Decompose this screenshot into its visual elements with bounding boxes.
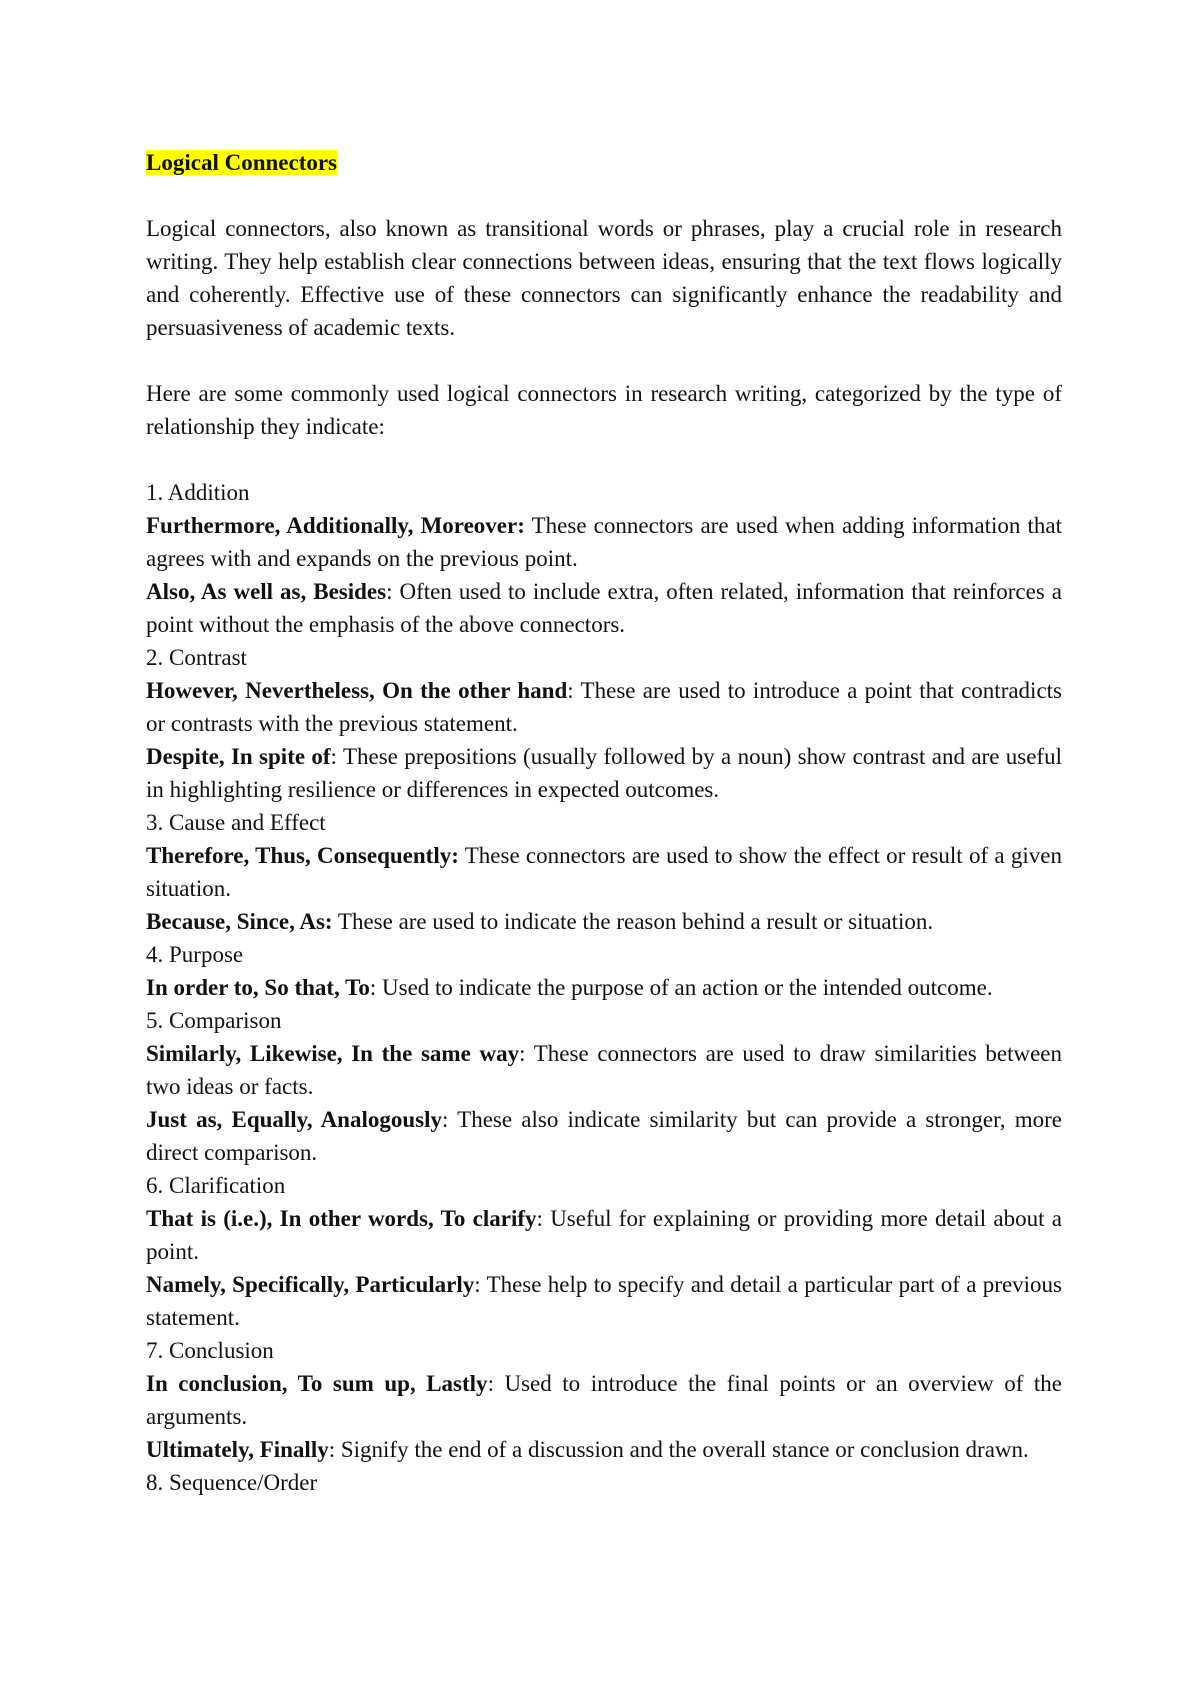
entry-desc: : These prepositions (usually followed by a noun) show contrast and are useful in highlighting resilience or differences in expected outcomes. [146, 744, 1062, 802]
entry-desc: : These also indicate similarity but can provide a stronger, more direct comparison. [146, 1107, 1063, 1165]
section-contrast [146, 641, 1062, 806]
section-purpose [146, 938, 1062, 1004]
entry-term: Similarly, Likewise, In the same way [146, 1041, 520, 1066]
lead-paragraph: Here are some commonly used logical connectors in research writing, categorized by the type of relationship they indicate: [146, 381, 1062, 439]
entry-term: Because, Since, As: [146, 909, 333, 934]
section-cause-and-effect [146, 806, 1062, 938]
entry [146, 971, 1062, 1004]
entry [146, 1367, 1062, 1433]
entry-term: In order to, So that, To [146, 975, 370, 1000]
entry-desc: : These are used to introduce a point that contradicts or contrasts with the previous statement. [146, 678, 1063, 736]
entry [146, 905, 1062, 938]
entry [146, 1433, 1062, 1466]
entry-desc: : These connectors are used to draw similarities between two ideas or facts. [146, 1041, 1062, 1099]
section-heading: 6. Clarification [146, 1173, 286, 1198]
entry [146, 1268, 1062, 1334]
entry-desc: : Used to introduce the final points or an overview of the arguments. [146, 1371, 1062, 1429]
intro-paragraph: Logical connectors, also known as transitional words or phrases, play a crucial role in research writing. They help establish clear connections between ideas, ensuring that the text flows logically and coherently. Effective use of these connectors can significantly enhance the readability and persuasiveness of academic texts. [146, 216, 1062, 340]
section-heading: 1. Addition [146, 480, 250, 505]
entry-term: In conclusion, To sum up, Lastly [146, 1371, 488, 1396]
entry-desc: These are used to indicate the reason behind a result or situation. [332, 909, 934, 934]
document-body [146, 146, 1062, 1499]
entry [146, 1202, 1062, 1268]
entry-desc: These connectors are used to show the effect or result of a given situation. [146, 843, 1062, 901]
entry [146, 1037, 1062, 1103]
entry [146, 839, 1062, 905]
entry [146, 674, 1062, 740]
entry-term: However, Nevertheless, On the other hand [146, 678, 568, 703]
entry-desc: These connectors are used when adding information that agrees with and expands on the previous point. [146, 513, 1063, 571]
section-heading: 2. Contrast [146, 645, 247, 670]
entry-term: Therefore, Thus, Consequently: [146, 843, 459, 868]
section-conclusion [146, 1334, 1062, 1466]
entry [146, 1103, 1062, 1169]
section-addition [146, 476, 1062, 641]
entry-term: Also, As well as, Besides [146, 579, 387, 604]
spacer [146, 443, 1062, 476]
section-comparison [146, 1004, 1062, 1169]
section-heading: 7. Conclusion [146, 1338, 274, 1363]
section-heading: 4. Purpose [146, 942, 244, 967]
document-title: Logical Connectors [146, 150, 338, 175]
entry-desc: : Used to indicate the purpose of an action or the intended outcome. [369, 975, 993, 1000]
title-line [146, 146, 1062, 179]
entry-term: Namely, Specifically, Particularly [146, 1272, 475, 1297]
entry-desc: : Signify the end of a discussion and the overall stance or conclusion drawn. [328, 1437, 1029, 1462]
entry [146, 575, 1062, 641]
entry-term: Despite, In spite of [146, 744, 331, 769]
entry-term: Ultimately, Finally [146, 1437, 329, 1462]
entry-desc: : Often used to include extra, often related, information that reinforces a point without the emphasis of the above connectors. [146, 579, 1062, 637]
spacer [146, 344, 1062, 377]
entry-term: Furthermore, Additionally, Moreover: [146, 513, 525, 538]
section-sequence-order [146, 1466, 1062, 1499]
section-heading: 5. Comparison [146, 1008, 282, 1033]
entry [146, 509, 1062, 575]
section-clarification [146, 1169, 1062, 1334]
entry [146, 740, 1062, 806]
section-heading: 3. Cause and Effect [146, 810, 326, 835]
entry-desc: : These help to specify and detail a particular part of a previous statement. [146, 1272, 1063, 1330]
spacer [146, 179, 1062, 212]
entry-term: That is (i.e.), In other words, To clarify [146, 1206, 537, 1231]
entry-desc: : Useful for explaining or providing more detail about a point. [146, 1206, 1062, 1264]
entry-term: Just as, Equally, Analogously [146, 1107, 443, 1132]
section-heading: 8. Sequence/Order [146, 1470, 318, 1495]
